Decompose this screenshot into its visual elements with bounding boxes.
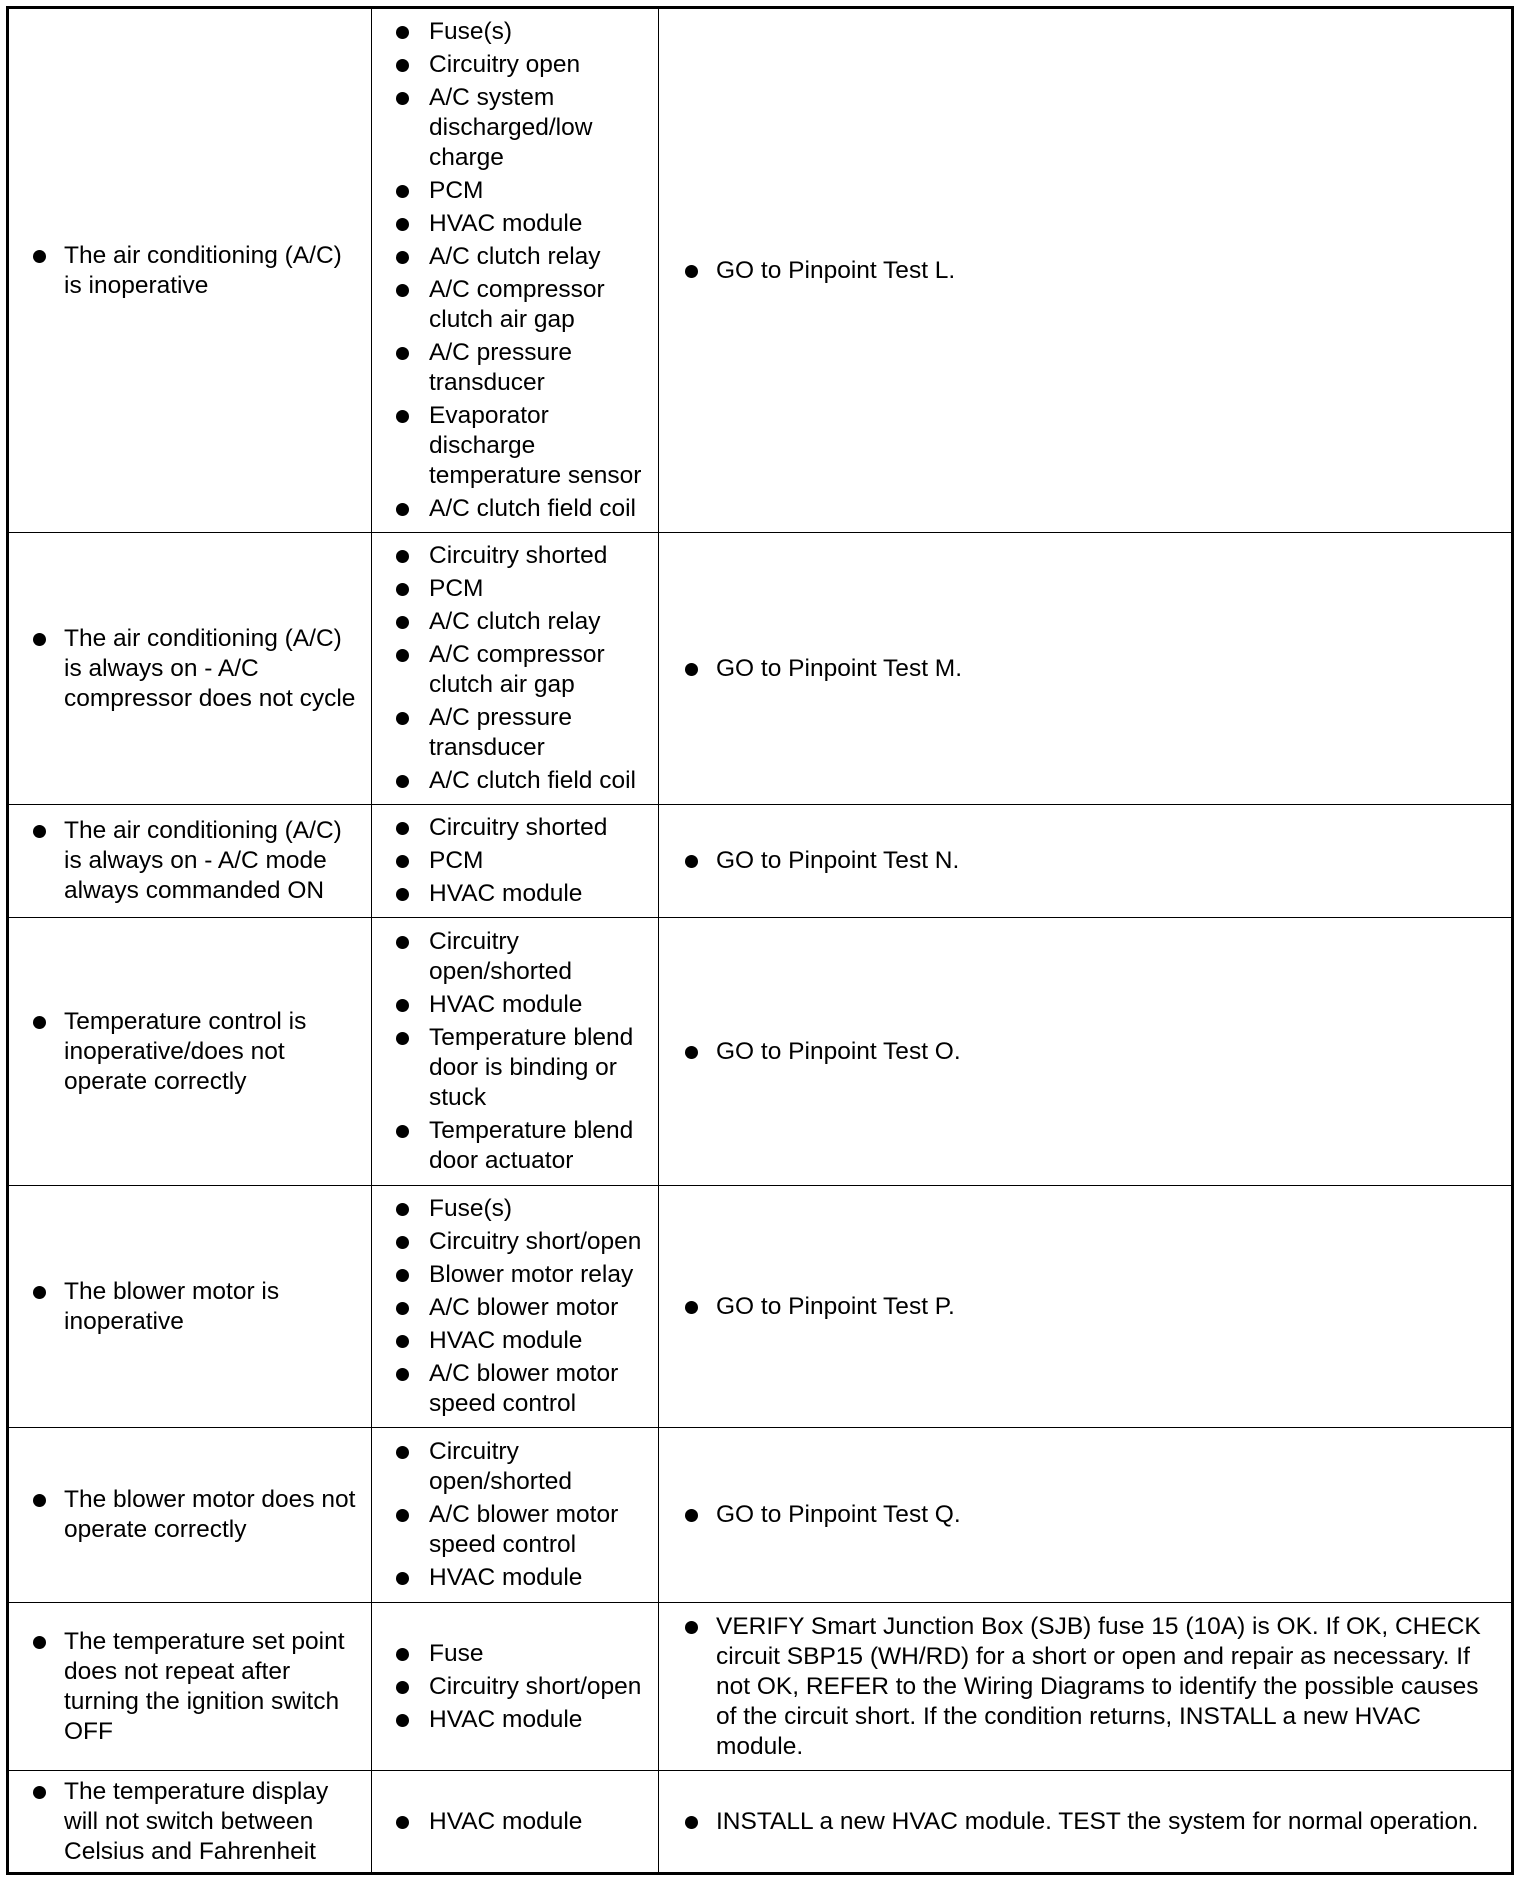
table-row [8,918,1513,1186]
source-item: A/C clutch field coil [372,494,658,524]
source-item: HVAC module [372,209,658,239]
action-cell [659,805,1513,918]
action-cell [659,1186,1513,1428]
sources-cell [372,8,659,533]
sources-cell [372,1428,659,1603]
action-cell [659,533,1513,805]
action-text: INSTALL a new HVAC module. TEST the system for normal operation. [659,1807,1511,1837]
source-item: A/C blower motor [372,1293,658,1323]
source-item: HVAC module [372,1326,658,1356]
action-text: GO to Pinpoint Test O. [659,1037,1511,1067]
condition-cell [8,8,372,533]
source-item: A/C clutch relay [372,242,658,272]
sources-cell [372,533,659,805]
source-item: Fuse(s) [372,17,658,47]
source-item: A/C clutch relay [372,607,658,637]
action-cell [659,1428,1513,1603]
action-cell [659,1603,1513,1771]
sources-cell [372,1603,659,1771]
condition-cell [8,533,372,805]
source-item: Circuitry shorted [372,813,658,843]
source-item: PCM [372,574,658,604]
source-item: HVAC module [372,990,658,1020]
condition-text: The blower motor does not operate correctly [9,1485,371,1545]
source-item: Evaporator discharge temperature sensor [372,401,658,491]
source-item: Temperature blend door is binding or stuck [372,1023,658,1113]
sources-cell [372,1771,659,1874]
action-cell [659,918,1513,1186]
action-cell [659,1771,1513,1874]
source-item: Fuse(s) [372,1194,658,1224]
source-item: PCM [372,176,658,206]
condition-cell [8,1428,372,1603]
condition-text: The air conditioning (A/C) is always on - A/C mode always commanded ON [9,816,371,906]
source-item: HVAC module [372,1807,658,1837]
source-item: Circuitry open/shorted [372,1437,658,1497]
source-item: HVAC module [372,1563,658,1593]
condition-text: The air conditioning (A/C) is always on - A/C compressor does not cycle [9,624,371,714]
source-item: Temperature blend door actuator [372,1116,658,1176]
condition-text: Temperature control is inoperative/does not operate correctly [9,1007,371,1097]
sources-cell [372,918,659,1186]
source-item: Blower motor relay [372,1260,658,1290]
sources-cell [372,1186,659,1428]
source-item: Circuitry open [372,50,658,80]
condition-cell [8,805,372,918]
table-row [8,1428,1513,1603]
source-item: A/C pressure transducer [372,338,658,398]
action-text: GO to Pinpoint Test N. [659,846,1511,876]
condition-cell [8,1603,372,1771]
condition-cell [8,1186,372,1428]
action-text: GO to Pinpoint Test L. [659,256,1511,286]
table-row [8,1186,1513,1428]
source-item: HVAC module [372,879,658,909]
source-item: A/C pressure transducer [372,703,658,763]
condition-text: The blower motor is inoperative [9,1277,371,1337]
table-row [8,533,1513,805]
table-row [8,1603,1513,1771]
condition-cell [8,1771,372,1874]
condition-text: The temperature display will not switch between Celsius and Fahrenheit [9,1777,371,1867]
source-item: A/C blower motor speed control [372,1500,658,1560]
table-row [8,1771,1513,1874]
source-item: A/C blower motor speed control [372,1359,658,1419]
action-text: GO to Pinpoint Test Q. [659,1500,1511,1530]
symptom-chart-table [6,6,1514,1875]
sources-cell [372,805,659,918]
source-item: A/C clutch field coil [372,766,658,796]
source-item: HVAC module [372,1705,658,1735]
condition-cell [8,918,372,1186]
symptom-chart-body [8,8,1513,1874]
source-item: Circuitry shorted [372,541,658,571]
condition-text: The temperature set point does not repeat after turning the ignition switch OFF [9,1627,371,1747]
source-item: Circuitry short/open [372,1672,658,1702]
source-item: Circuitry short/open [372,1227,658,1257]
action-cell [659,8,1513,533]
source-item: Fuse [372,1639,658,1669]
source-item: A/C system discharged/low charge [372,83,658,173]
source-item: PCM [372,846,658,876]
condition-text: The air conditioning (A/C) is inoperative [9,241,371,301]
source-item: Circuitry open/shorted [372,927,658,987]
table-row [8,805,1513,918]
action-text: GO to Pinpoint Test M. [659,654,1511,684]
action-text: VERIFY Smart Junction Box (SJB) fuse 15 (10A) is OK. If OK, CHECK circuit SBP15 (WH/RD) for a short or open and repair as necessary. If not OK, REFER to the Wiring Diagrams to identify the possible causes of the circuit short. If the condition returns, INSTALL a new HVAC module. [659,1612,1511,1762]
table-row [8,8,1513,533]
source-item: A/C compressor clutch air gap [372,275,658,335]
source-item: A/C compressor clutch air gap [372,640,658,700]
action-text: GO to Pinpoint Test P. [659,1292,1511,1322]
